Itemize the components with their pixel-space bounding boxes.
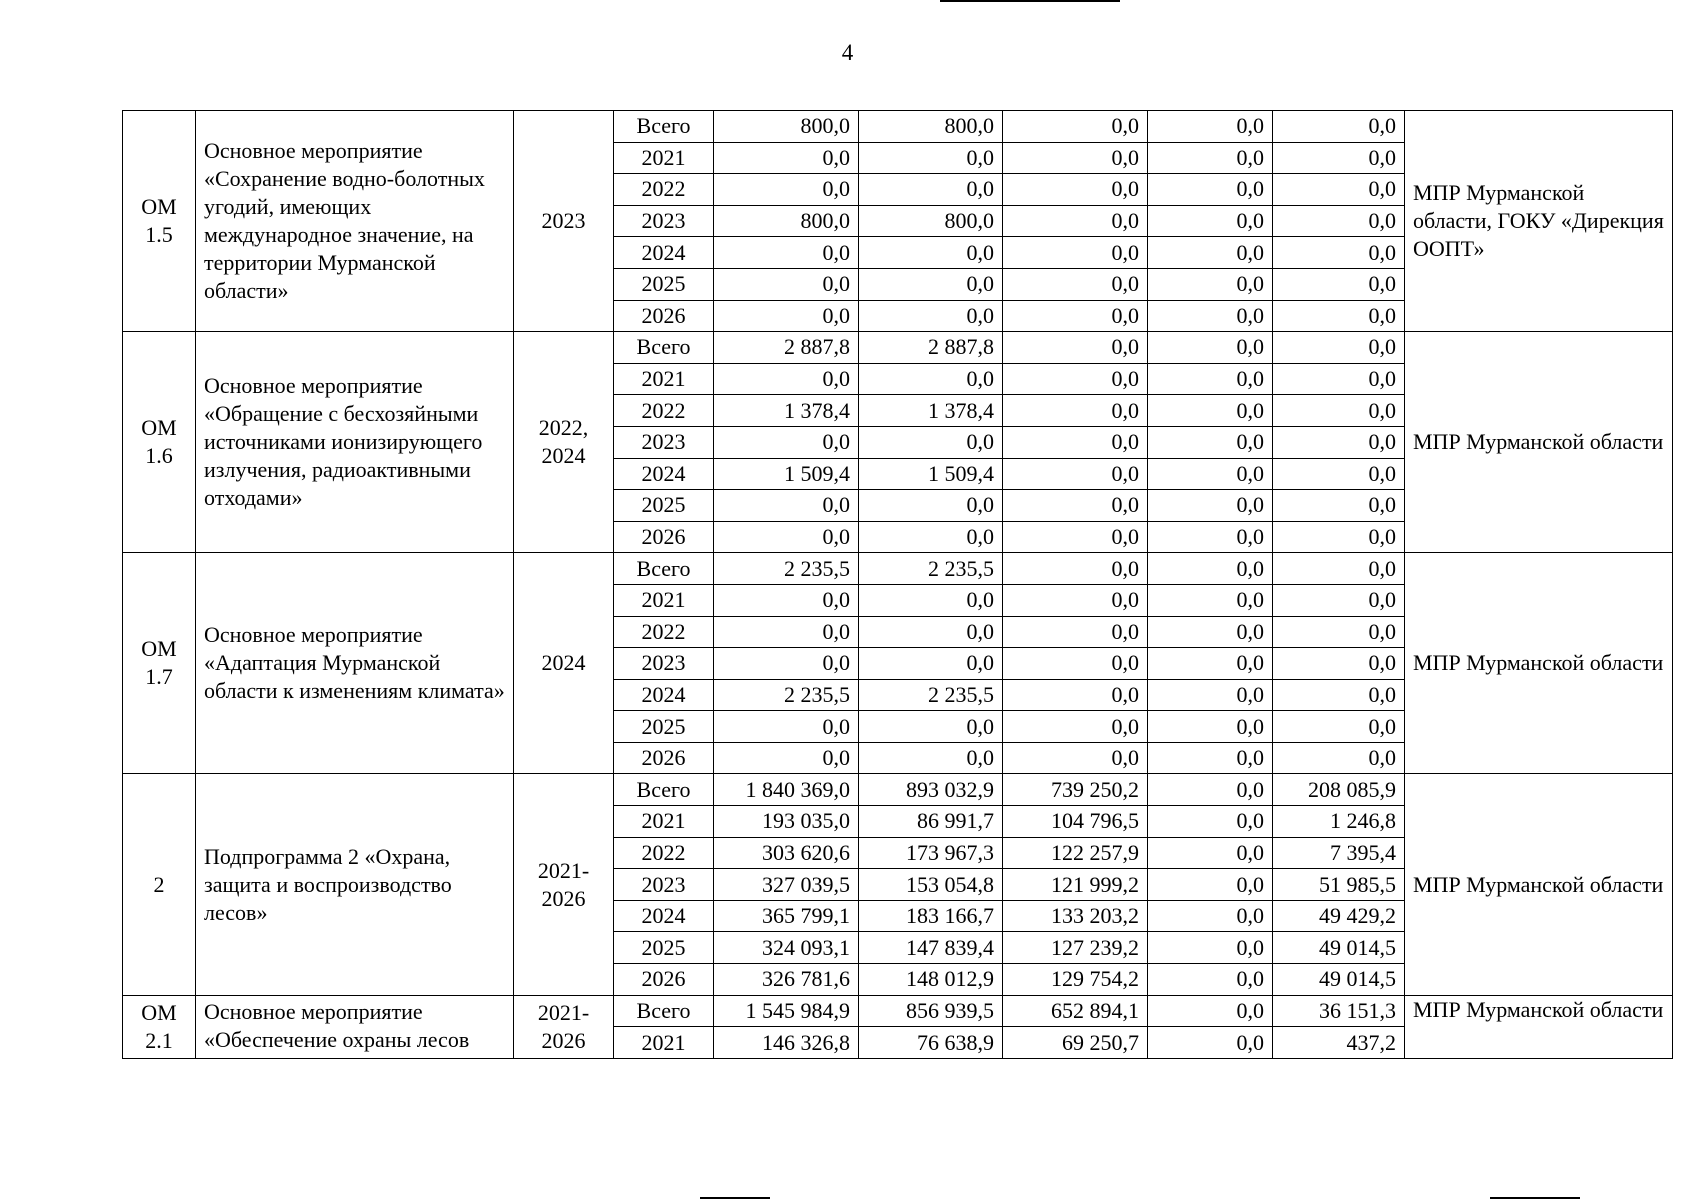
amount-cell: 0,0 xyxy=(859,268,1003,300)
year-cell: 2021 xyxy=(614,363,714,395)
amount-cell: 76 638,9 xyxy=(859,1027,1003,1059)
amount-cell: 0,0 xyxy=(859,426,1003,458)
amount-cell: 0,0 xyxy=(1273,584,1405,616)
amount-cell: 133 203,2 xyxy=(1003,900,1148,932)
amount-cell: 0,0 xyxy=(1148,869,1273,901)
amount-cell: 0,0 xyxy=(1273,111,1405,143)
amount-cell: 0,0 xyxy=(1003,679,1148,711)
amount-cell: 0,0 xyxy=(1273,742,1405,774)
year-cell: Всего xyxy=(614,774,714,806)
amount-cell: 36 151,3 xyxy=(1273,995,1405,1027)
amount-cell: 147 839,4 xyxy=(859,932,1003,964)
year-cell: 2026 xyxy=(614,521,714,553)
implementation-term: 2021-2026 xyxy=(514,774,614,995)
amount-cell: 0,0 xyxy=(1148,742,1273,774)
amount-cell: 0,0 xyxy=(1148,268,1273,300)
amount-cell: 0,0 xyxy=(714,426,859,458)
amount-cell: 0,0 xyxy=(1003,395,1148,427)
amount-cell: 0,0 xyxy=(1003,553,1148,585)
amount-cell: 0,0 xyxy=(1148,395,1273,427)
amount-cell: 0,0 xyxy=(1148,711,1273,743)
table-body xyxy=(123,111,1673,1059)
amount-cell: 0,0 xyxy=(1003,711,1148,743)
amount-cell: 0,0 xyxy=(1003,174,1148,206)
amount-cell: 51 985,5 xyxy=(1273,869,1405,901)
amount-cell: 0,0 xyxy=(714,711,859,743)
amount-cell: 0,0 xyxy=(1273,490,1405,522)
year-cell: 2024 xyxy=(614,237,714,269)
amount-cell: 0,0 xyxy=(1003,426,1148,458)
amount-cell: 856 939,5 xyxy=(859,995,1003,1027)
year-cell: Всего xyxy=(614,111,714,143)
amount-cell: 437,2 xyxy=(1273,1027,1405,1059)
amount-cell: 0,0 xyxy=(1273,174,1405,206)
responsible-executor: МПР Мурманской области xyxy=(1405,332,1673,553)
amount-cell: 1 246,8 xyxy=(1273,806,1405,838)
amount-cell: 365 799,1 xyxy=(714,900,859,932)
amount-cell: 2 235,5 xyxy=(714,679,859,711)
amount-cell: 0,0 xyxy=(859,648,1003,680)
measure-name: Основное мероприятие «Сохранение водно-болотных угодий, имеющих международное значение, на территории Мурманской области» xyxy=(196,111,514,332)
amount-cell: 2 235,5 xyxy=(714,553,859,585)
amount-cell: 183 166,7 xyxy=(859,900,1003,932)
amount-cell: 0,0 xyxy=(1148,932,1273,964)
amount-cell: 0,0 xyxy=(1148,964,1273,996)
year-cell: 2025 xyxy=(614,932,714,964)
amount-cell: 0,0 xyxy=(714,742,859,774)
amount-cell: 652 894,1 xyxy=(1003,995,1148,1027)
amount-cell: 0,0 xyxy=(859,142,1003,174)
amount-cell: 49 014,5 xyxy=(1273,964,1405,996)
amount-cell: 327 039,5 xyxy=(714,869,859,901)
amount-cell: 0,0 xyxy=(714,648,859,680)
amount-cell: 2 887,8 xyxy=(714,332,859,364)
table-row-total xyxy=(123,553,1673,585)
amount-cell: 0,0 xyxy=(1003,237,1148,269)
year-cell: 2025 xyxy=(614,711,714,743)
amount-cell: 0,0 xyxy=(1148,837,1273,869)
amount-cell: 86 991,7 xyxy=(859,806,1003,838)
amount-cell: 0,0 xyxy=(714,300,859,332)
amount-cell: 1 545 984,9 xyxy=(714,995,859,1027)
year-cell: 2024 xyxy=(614,458,714,490)
amount-cell: 0,0 xyxy=(859,616,1003,648)
year-cell: 2023 xyxy=(614,205,714,237)
amount-cell: 0,0 xyxy=(859,711,1003,743)
amount-cell: 0,0 xyxy=(1148,205,1273,237)
funding-table xyxy=(122,110,1673,1059)
amount-cell: 49 429,2 xyxy=(1273,900,1405,932)
amount-cell: 0,0 xyxy=(1148,584,1273,616)
amount-cell: 0,0 xyxy=(1273,679,1405,711)
measure-code: ОМ 1.5 xyxy=(123,111,196,332)
amount-cell: 739 250,2 xyxy=(1003,774,1148,806)
measure-code: ОМ 1.6 xyxy=(123,332,196,553)
amount-cell: 0,0 xyxy=(1273,268,1405,300)
year-cell: 2026 xyxy=(614,964,714,996)
amount-cell: 0,0 xyxy=(714,490,859,522)
amount-cell: 0,0 xyxy=(1273,616,1405,648)
amount-cell: 148 012,9 xyxy=(859,964,1003,996)
amount-cell: 0,0 xyxy=(1003,584,1148,616)
amount-cell: 0,0 xyxy=(1003,300,1148,332)
responsible-executor: МПР Мурманской области xyxy=(1405,774,1673,995)
amount-cell: 2 235,5 xyxy=(859,553,1003,585)
amount-cell: 0,0 xyxy=(1003,490,1148,522)
amount-cell: 0,0 xyxy=(1148,142,1273,174)
amount-cell: 0,0 xyxy=(714,268,859,300)
year-cell: 2021 xyxy=(614,1027,714,1059)
amount-cell: 2 235,5 xyxy=(859,679,1003,711)
year-cell: 2021 xyxy=(614,806,714,838)
amount-cell: 0,0 xyxy=(1273,237,1405,269)
year-cell: 2025 xyxy=(614,268,714,300)
year-cell: 2022 xyxy=(614,395,714,427)
amount-cell: 0,0 xyxy=(1003,616,1148,648)
implementation-term: 2021-2026 xyxy=(514,995,614,1058)
amount-cell: 104 796,5 xyxy=(1003,806,1148,838)
measure-code: 2 xyxy=(123,774,196,995)
amount-cell: 121 999,2 xyxy=(1003,869,1148,901)
measure-name: Основное мероприятие «Обращение с бесхозяйными источниками ионизирующего излучения, радиоактивными отходами» xyxy=(196,332,514,553)
amount-cell: 324 093,1 xyxy=(714,932,859,964)
year-cell: 2022 xyxy=(614,174,714,206)
measure-code: ОМ 1.7 xyxy=(123,553,196,774)
amount-cell: 0,0 xyxy=(1148,900,1273,932)
amount-cell: 0,0 xyxy=(714,237,859,269)
amount-cell: 0,0 xyxy=(1003,742,1148,774)
amount-cell: 69 250,7 xyxy=(1003,1027,1148,1059)
amount-cell: 0,0 xyxy=(1273,711,1405,743)
year-cell: 2023 xyxy=(614,648,714,680)
amount-cell: 0,0 xyxy=(1148,458,1273,490)
amount-cell: 0,0 xyxy=(1148,363,1273,395)
responsible-executor: МПР Мурманской области xyxy=(1405,553,1673,774)
amount-cell: 0,0 xyxy=(1148,237,1273,269)
amount-cell: 800,0 xyxy=(714,111,859,143)
amount-cell: 0,0 xyxy=(1148,774,1273,806)
amount-cell: 0,0 xyxy=(1273,332,1405,364)
amount-cell: 0,0 xyxy=(1273,395,1405,427)
amount-cell: 0,0 xyxy=(1148,616,1273,648)
responsible-executor: МПР Мурманской области xyxy=(1405,995,1673,1058)
implementation-term: 2024 xyxy=(514,553,614,774)
year-cell: 2023 xyxy=(614,869,714,901)
amount-cell: 0,0 xyxy=(1148,111,1273,143)
amount-cell: 0,0 xyxy=(714,363,859,395)
amount-cell: 0,0 xyxy=(1003,648,1148,680)
implementation-term: 2023 xyxy=(514,111,614,332)
amount-cell: 0,0 xyxy=(714,142,859,174)
amount-cell: 0,0 xyxy=(1273,205,1405,237)
measure-code: ОМ 2.1 xyxy=(123,995,196,1058)
year-cell: 2024 xyxy=(614,679,714,711)
amount-cell: 326 781,6 xyxy=(714,964,859,996)
amount-cell: 0,0 xyxy=(1273,553,1405,585)
amount-cell: 1 840 369,0 xyxy=(714,774,859,806)
amount-cell: 0,0 xyxy=(1148,679,1273,711)
year-cell: 2022 xyxy=(614,616,714,648)
table-row-total xyxy=(123,995,1673,1027)
year-cell: 2025 xyxy=(614,490,714,522)
table-row-total xyxy=(123,332,1673,364)
amount-cell: 122 257,9 xyxy=(1003,837,1148,869)
amount-cell: 0,0 xyxy=(1273,142,1405,174)
amount-cell: 0,0 xyxy=(714,174,859,206)
amount-cell: 303 620,6 xyxy=(714,837,859,869)
amount-cell: 0,0 xyxy=(1148,995,1273,1027)
amount-cell: 0,0 xyxy=(1273,363,1405,395)
year-cell: 2024 xyxy=(614,900,714,932)
amount-cell: 0,0 xyxy=(859,584,1003,616)
measure-name: Подпрограмма 2 «Охрана, защита и воспроизводство лесов» xyxy=(196,774,514,995)
amount-cell: 0,0 xyxy=(714,521,859,553)
amount-cell: 0,0 xyxy=(1003,363,1148,395)
amount-cell: 127 239,2 xyxy=(1003,932,1148,964)
page-number: 4 xyxy=(841,40,854,65)
year-cell: Всего xyxy=(614,332,714,364)
year-cell: 2021 xyxy=(614,584,714,616)
amount-cell: 0,0 xyxy=(859,174,1003,206)
amount-cell: 0,0 xyxy=(1273,300,1405,332)
amount-cell: 0,0 xyxy=(1148,426,1273,458)
bottom-rule xyxy=(1490,1197,1580,1199)
amount-cell: 0,0 xyxy=(1003,332,1148,364)
amount-cell: 0,0 xyxy=(1003,521,1148,553)
amount-cell: 0,0 xyxy=(1003,205,1148,237)
amount-cell: 146 326,8 xyxy=(714,1027,859,1059)
amount-cell: 0,0 xyxy=(859,300,1003,332)
amount-cell: 1 509,4 xyxy=(714,458,859,490)
amount-cell: 0,0 xyxy=(1003,142,1148,174)
year-cell: 2026 xyxy=(614,300,714,332)
table-row-total xyxy=(123,774,1673,806)
bottom-rule xyxy=(700,1197,770,1199)
amount-cell: 0,0 xyxy=(859,237,1003,269)
measure-name: Основное мероприятие «Адаптация Мурманской области к изменениям климата» xyxy=(196,553,514,774)
amount-cell: 0,0 xyxy=(1148,648,1273,680)
amount-cell: 0,0 xyxy=(1273,458,1405,490)
amount-cell: 0,0 xyxy=(1148,174,1273,206)
implementation-term: 2022, 2024 xyxy=(514,332,614,553)
amount-cell: 0,0 xyxy=(1003,458,1148,490)
amount-cell: 129 754,2 xyxy=(1003,964,1148,996)
top-rule xyxy=(940,0,1120,2)
amount-cell: 0,0 xyxy=(859,490,1003,522)
amount-cell: 153 054,8 xyxy=(859,869,1003,901)
amount-cell: 800,0 xyxy=(714,205,859,237)
amount-cell: 0,0 xyxy=(1148,490,1273,522)
amount-cell: 0,0 xyxy=(1003,268,1148,300)
amount-cell: 1 378,4 xyxy=(714,395,859,427)
amount-cell: 0,0 xyxy=(1148,806,1273,838)
amount-cell: 0,0 xyxy=(859,742,1003,774)
amount-cell: 0,0 xyxy=(1148,300,1273,332)
amount-cell: 49 014,5 xyxy=(1273,932,1405,964)
table-row-total xyxy=(123,111,1673,143)
amount-cell: 0,0 xyxy=(859,363,1003,395)
year-cell: 2021 xyxy=(614,142,714,174)
responsible-executor: МПР Мурманской области, ГОКУ «Дирекция ООПТ» xyxy=(1405,111,1673,332)
amount-cell: 0,0 xyxy=(1148,553,1273,585)
amount-cell: 1 378,4 xyxy=(859,395,1003,427)
amount-cell: 0,0 xyxy=(1148,1027,1273,1059)
amount-cell: 7 395,4 xyxy=(1273,837,1405,869)
year-cell: 2022 xyxy=(614,837,714,869)
amount-cell: 0,0 xyxy=(1273,426,1405,458)
amount-cell: 800,0 xyxy=(859,205,1003,237)
amount-cell: 0,0 xyxy=(1273,648,1405,680)
amount-cell: 893 032,9 xyxy=(859,774,1003,806)
amount-cell: 0,0 xyxy=(1148,332,1273,364)
year-cell: Всего xyxy=(614,553,714,585)
amount-cell: 208 085,9 xyxy=(1273,774,1405,806)
year-cell: Всего xyxy=(614,995,714,1027)
year-cell: 2023 xyxy=(614,426,714,458)
measure-name: Основное мероприятие «Обеспечение охраны лесов xyxy=(196,995,514,1058)
amount-cell: 0,0 xyxy=(1273,521,1405,553)
amount-cell: 2 887,8 xyxy=(859,332,1003,364)
amount-cell: 0,0 xyxy=(1003,111,1148,143)
amount-cell: 173 967,3 xyxy=(859,837,1003,869)
amount-cell: 0,0 xyxy=(859,521,1003,553)
amount-cell: 0,0 xyxy=(714,616,859,648)
amount-cell: 1 509,4 xyxy=(859,458,1003,490)
amount-cell: 800,0 xyxy=(859,111,1003,143)
amount-cell: 0,0 xyxy=(1148,521,1273,553)
amount-cell: 193 035,0 xyxy=(714,806,859,838)
amount-cell: 0,0 xyxy=(714,584,859,616)
year-cell: 2026 xyxy=(614,742,714,774)
